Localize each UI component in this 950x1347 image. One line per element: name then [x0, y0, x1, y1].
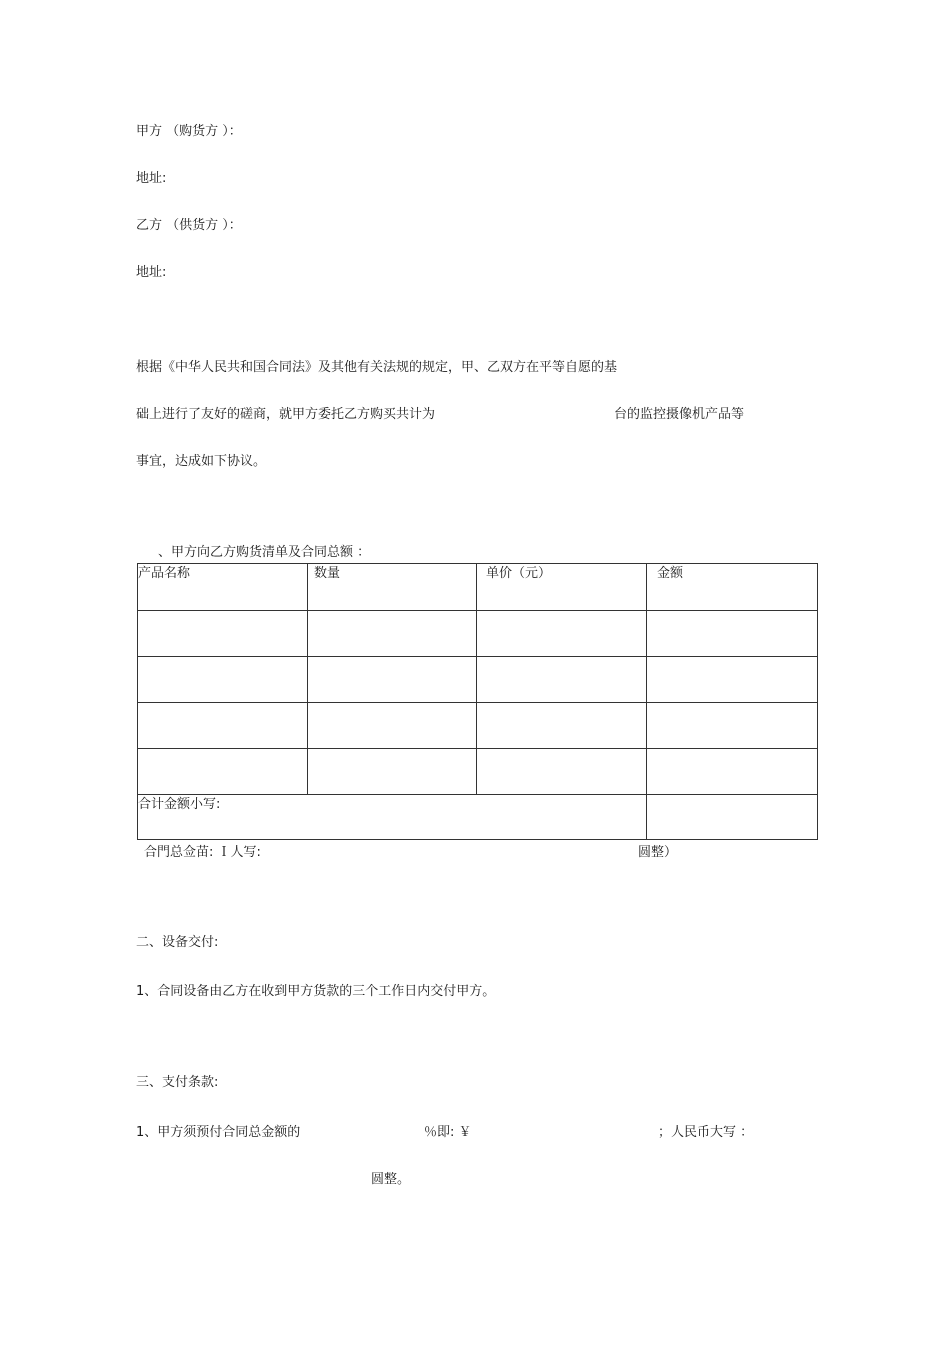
- table-cell[interactable]: [647, 749, 818, 795]
- total-upper-label: 合門总佥苗: Ｉ人写:: [144, 845, 261, 860]
- party-b-address-label: 地址:: [136, 265, 167, 280]
- table-cell[interactable]: [477, 703, 647, 749]
- preamble-line-3: 事宜，达成如下协议。: [136, 454, 267, 469]
- table-cell[interactable]: [138, 611, 308, 657]
- table-cell[interactable]: [647, 657, 818, 703]
- total-lower-value-cell[interactable]: [647, 795, 818, 840]
- table-cell[interactable]: [477, 657, 647, 703]
- purchase-list-table: [137, 563, 818, 840]
- table-cell[interactable]: [647, 611, 818, 657]
- table-header-row: [138, 564, 818, 611]
- table-row: [138, 703, 818, 749]
- header-amount: 金额: [647, 564, 818, 611]
- table-cell[interactable]: [308, 703, 477, 749]
- table-row: [138, 749, 818, 795]
- preamble-line-1: 根据《中华人民共和国合同法》及其他有关法规的规定，甲、乙双方在平等自愿的基: [136, 360, 618, 375]
- section-3-item-1-end: 圆整。: [371, 1172, 411, 1187]
- section-1-title: 、甲方向乙方购货清单及合同总额 ：: [158, 545, 371, 560]
- table-row: [138, 657, 818, 703]
- table-row: [138, 611, 818, 657]
- header-unit-price: 单价（元）: [477, 564, 647, 611]
- table-cell[interactable]: [308, 657, 477, 703]
- section-3-item-1-rmb: ；人民币大写 ：: [658, 1125, 754, 1140]
- table-cell[interactable]: [138, 703, 308, 749]
- party-a-label: 甲方 （购货方 ）：: [136, 124, 242, 139]
- party-a-address-label: 地址:: [136, 171, 167, 186]
- section-3-title: 三、支付条款:: [136, 1075, 219, 1090]
- table-cell[interactable]: [477, 749, 647, 795]
- section-3-item-1-percent: ％即: ￥: [424, 1125, 472, 1140]
- section-2-title: 二、设备交付:: [136, 935, 219, 950]
- table-cell[interactable]: [138, 749, 308, 795]
- table-cell[interactable]: [138, 657, 308, 703]
- table-cell[interactable]: [308, 611, 477, 657]
- table-cell[interactable]: [477, 611, 647, 657]
- total-lower-label-cell: 合计金额小写:: [138, 795, 647, 840]
- total-lower-row: [138, 795, 818, 840]
- total-upper-suffix: 圆整）: [638, 845, 678, 860]
- party-b-label: 乙方 （供货方 ）：: [136, 218, 242, 233]
- header-product-name: 产品名称: [138, 564, 308, 611]
- preamble-line-2-end: 台的监控摄像机产品等: [614, 407, 745, 422]
- table-cell[interactable]: [308, 749, 477, 795]
- preamble-line-2-start: 础上进行了友好的磋商，就甲方委托乙方购买共计为: [136, 407, 436, 422]
- header-quantity: 数量: [308, 564, 477, 611]
- table-cell[interactable]: [647, 703, 818, 749]
- section-2-item-1: 1、合同设备由乙方在收到甲方货款的三个工作日内交付甲方。: [136, 984, 496, 999]
- section-3-item-1-start: 1、甲方须预付合同总金额的: [136, 1125, 301, 1140]
